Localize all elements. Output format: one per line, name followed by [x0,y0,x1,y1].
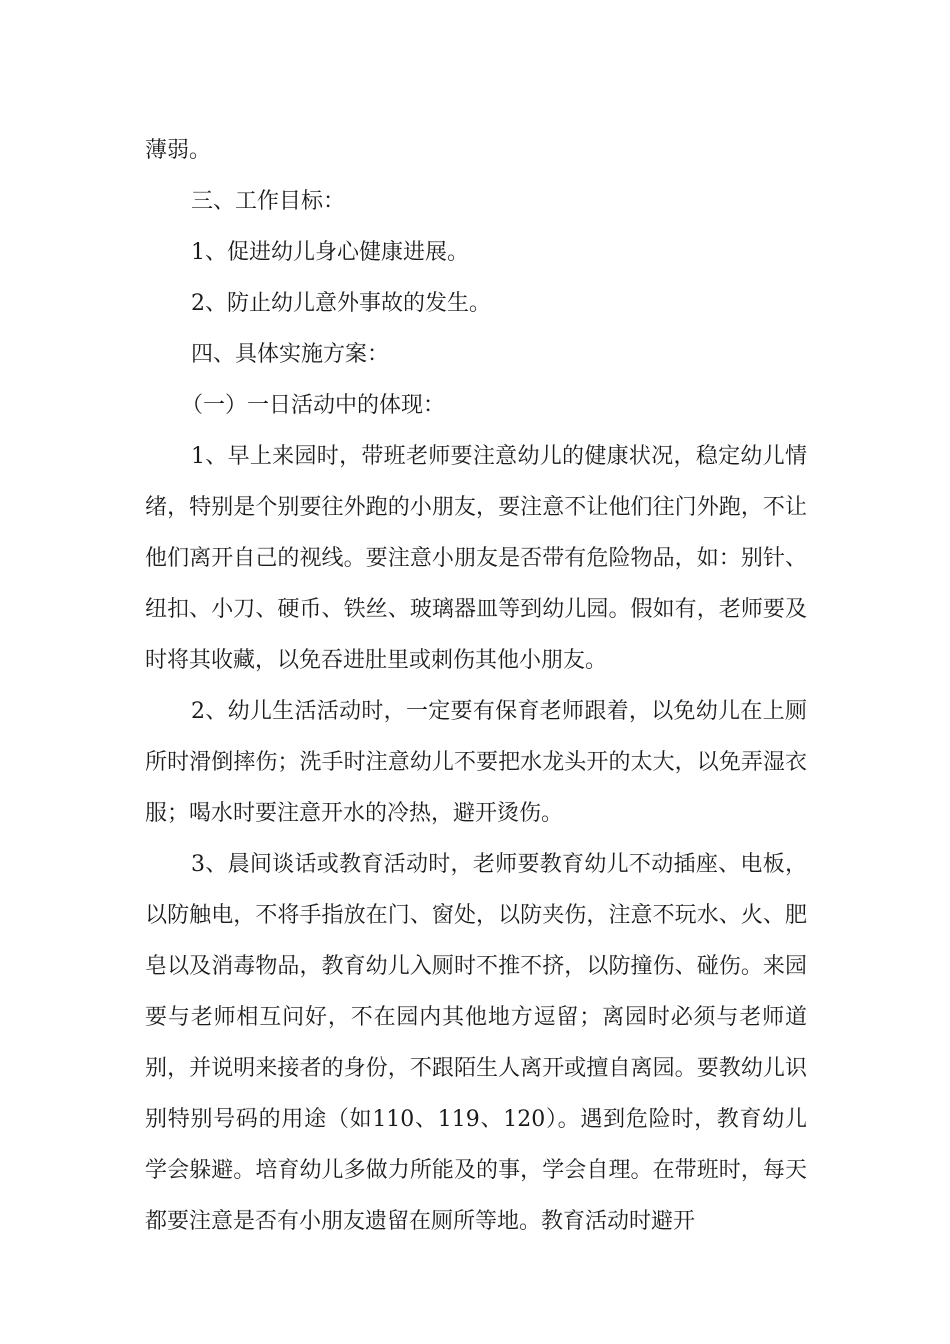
paragraph-item-3: 3、晨间谈话或教育活动时，老师要教育幼儿不动插座、电板，以防触电，不将手指放在门、窗处，以防夹伤，注意不玩水、火、肥皂以及消毒物品，教育幼儿入厕时不推不挤，以防撞伤、碰伤。来园要与老师相互问好，不在园内其他地方逗留；离园时必须与老师道别，并说明来接者的身份，不跟陌生人离开或擅自离园。要教幼儿识别特别号码的用途（如110、119、120）。遇到危险时，教育幼儿学会躲避。培育幼儿多做力所能及的事，学会自理。在带班时，每天都要注意是否有小朋友遗留在厕所等地。教育活动时避开 [145,852,807,1234]
heading-work-goals: 三、工作目标： [191,189,346,214]
subheading-daily-activities: （一）一日活动中的体现： [181,393,446,418]
paragraph-item-1: 1、早上来园时，带班老师要注意幼儿的健康状况，稳定幼儿情绪，特别是个别要往外跑的小朋友，要注意不让他们往门外跑，不让他们离开自己的视线。要注意小朋友是否带有危险物品，如：别针、纽扣、小刀、硬币、铁丝、玻璃器皿等到幼儿园。假如有，老师要及时将其收藏，以免吞进肚里或刺伤其他小朋友。 [145,444,807,673]
goal-item-1: 1、促进幼儿身心健康进展。 [191,240,469,265]
paragraph-continuation: 薄弱。 [145,138,212,163]
heading-implementation-plan: 四、具体实施方案： [191,342,390,367]
document-body [145,125,807,1247]
paragraph-item-2: 2、幼儿生活活动时，一定要有保育老师跟着，以免幼儿在上厕所时滑倒摔伤；洗手时注意幼儿不要把水龙头开的太大，以免弄湿衣服；喝水时要注意开水的冷热，避开烫伤。 [145,699,807,826]
goal-item-2: 2、防止幼儿意外事故的发生。 [191,291,491,316]
